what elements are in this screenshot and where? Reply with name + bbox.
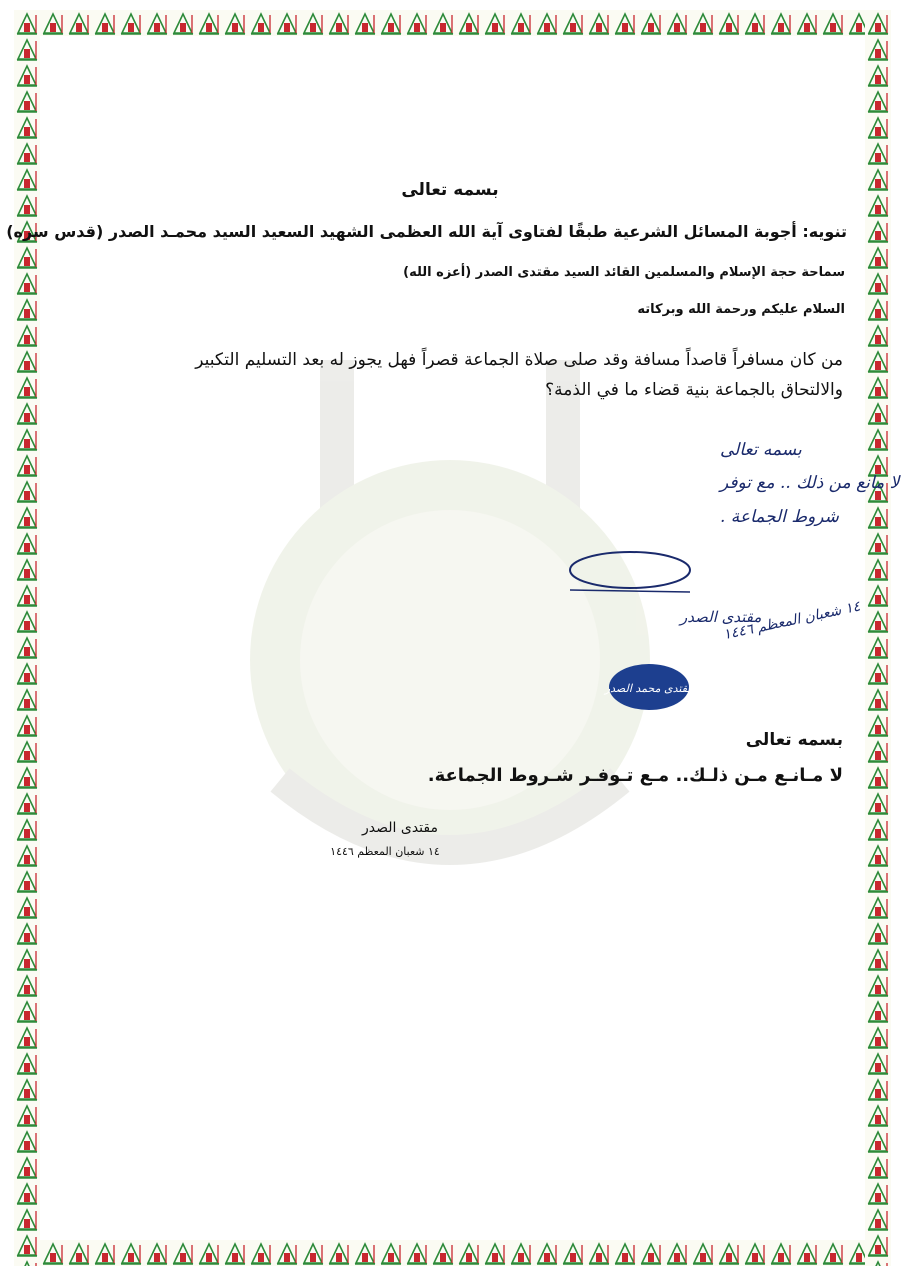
handwritten-line-1: بسمه تعالى <box>720 440 802 460</box>
issue-date: ١٤ شعبان المعظم ١٤٤٦ <box>330 845 440 858</box>
notice-heading: تنويه: أجوبة المسائل الشرعية طبقًا لفتاوى آية الله العظمى الشهيد السعيد السيد محمـد الصدر (قدس سره) <box>6 222 847 241</box>
handwritten-line-2: لا مانع من ذلك .. مع توفر <box>720 473 900 493</box>
decorative-border-left <box>14 10 40 1266</box>
addressee: سماحة حجة الإسلام والمسلمين القائد السيد مقتدى الصدر (أعزه الله) <box>403 265 845 280</box>
signature-scribble <box>570 552 690 588</box>
greeting: السلام عليكم ورحمة الله وبركاته <box>637 302 845 317</box>
signer-name: مقتدى الصدر <box>362 820 438 836</box>
decorative-border-bottom <box>14 1240 891 1266</box>
official-seal <box>604 662 694 712</box>
answer-text: لا مـانـع مـن ذلـك.. مـع تـوفـر شـروط الجماعة. <box>427 765 843 786</box>
answer-bismi: بسمه تعالى <box>745 730 843 750</box>
decorative-border-top <box>14 10 891 36</box>
decorative-border-right <box>865 10 891 1266</box>
question-line-1: من كان مسافراً قاصداً مسافة وقد صلى صلاة الجماعة قصراً فهل يجوز له بعد التسليم التكبير <box>195 350 843 370</box>
question-line-2: والالتحاق بالجماعة بنية قضاء ما في الذمة؟ <box>545 380 843 400</box>
handwritten-answer <box>530 430 900 670</box>
question-text <box>83 345 843 405</box>
signature-name: مقتدى الصدر <box>680 608 762 626</box>
seal-text: مقتدى محمد الصدر <box>604 682 694 695</box>
handwritten-line-3: شروط الجماعة . <box>720 507 839 527</box>
signature-date: ١٤ شعبان المعظم ١٤٤٦ <box>721 598 862 644</box>
bismi-title: بسمه تعالى <box>401 180 499 200</box>
